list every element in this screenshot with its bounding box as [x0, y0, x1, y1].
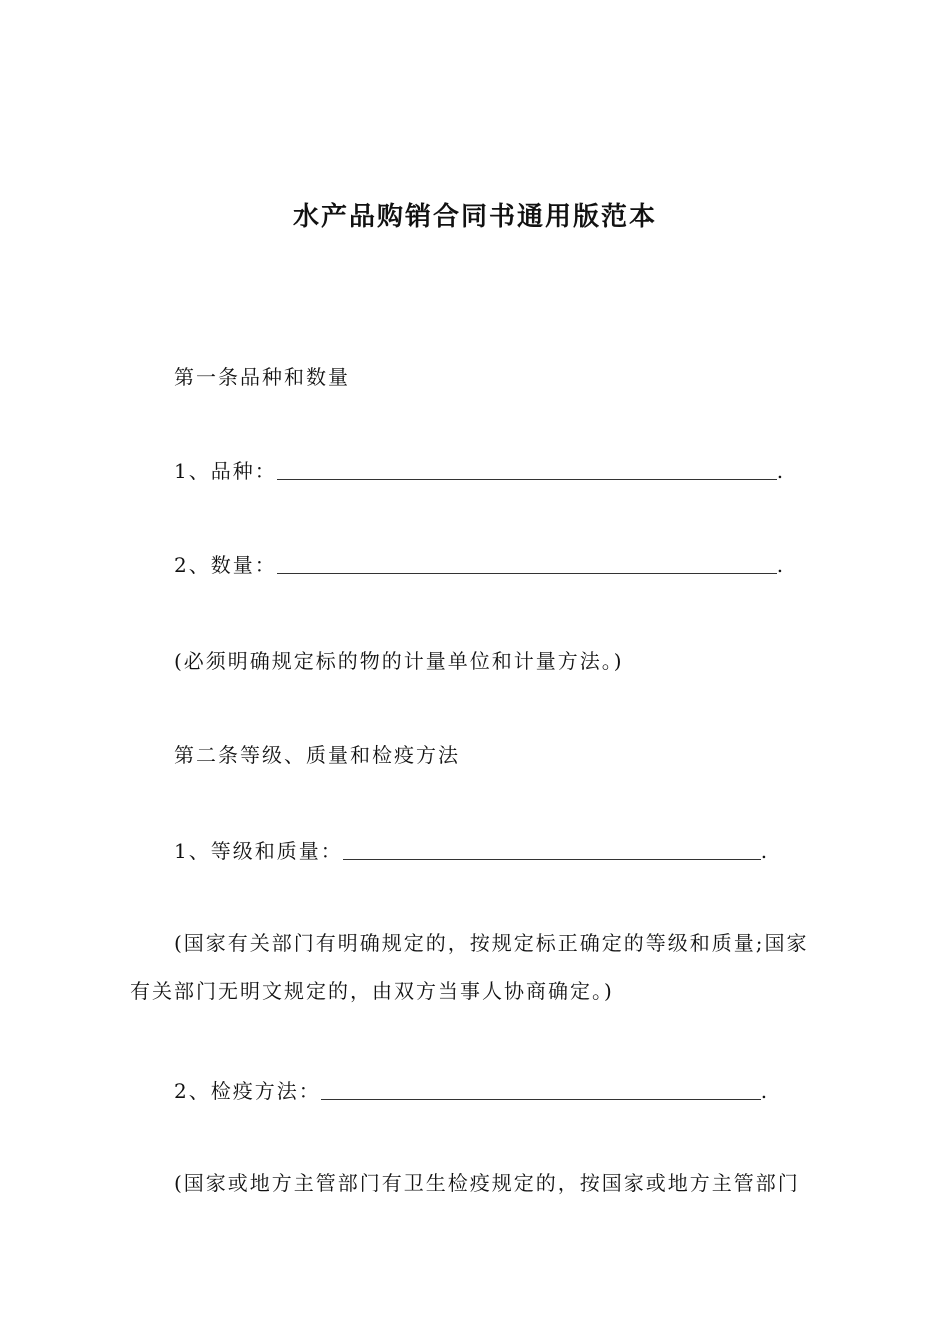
article1-item1 [174, 456, 783, 486]
article2-note1-line1: (国家有关部门有明确规定的，按规定标正确定的等级和质量;国家 [174, 931, 809, 955]
article1-heading: 第一条品种和数量 [174, 365, 350, 389]
variety-label: 1、品种： [174, 459, 277, 483]
quantity-label: 2、数量： [174, 553, 277, 577]
quantity-blank [277, 553, 777, 574]
variety-period: . [776, 459, 784, 483]
grade-quality-period: . [760, 839, 768, 863]
quantity-period: . [776, 553, 784, 577]
document-title: 水产品购销合同书通用版范本 [292, 202, 657, 232]
grade-quality-blank [343, 839, 761, 860]
article2-heading: 第二条等级、质量和检疫方法 [174, 743, 460, 767]
inspection-method-blank [321, 1079, 761, 1100]
article1-item2 [174, 550, 783, 580]
article2-item2 [174, 1076, 767, 1106]
article1-note: (必须明确规定标的物的计量单位和计量方法。) [174, 649, 624, 673]
grade-quality-label: 1、等级和质量： [174, 839, 343, 863]
article2-note2-line1: (国家或地方主管部门有卫生检疫规定的，按国家或地方主管部门 [174, 1171, 800, 1195]
variety-blank [277, 459, 777, 480]
article2-item1 [174, 836, 767, 866]
inspection-method-label: 2、检疫方法： [174, 1079, 321, 1103]
inspection-method-period: . [760, 1079, 768, 1103]
article2-note1-line2: 有关部门无明文规定的，由双方当事人协商确定。) [130, 979, 614, 1003]
